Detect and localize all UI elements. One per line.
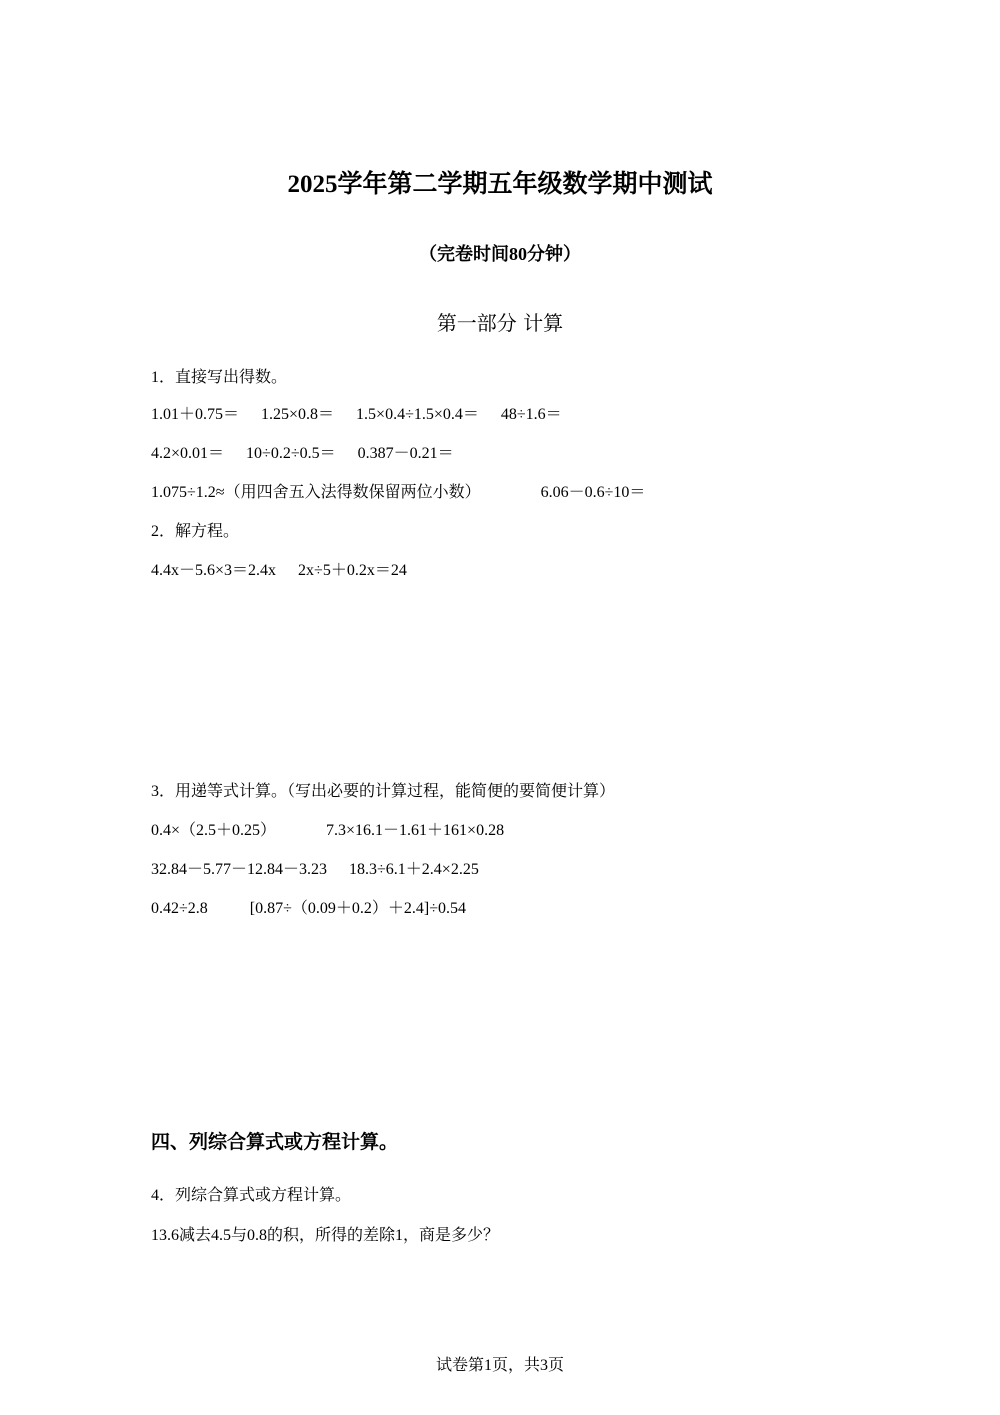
question-1-row-2 (151, 446, 454, 462)
question-2-label: 2．解方程。 (151, 523, 240, 540)
question-2-row-1 (151, 563, 407, 579)
expression: 0.387－0.21＝ (357, 445, 454, 462)
question-4-text: 13.6减去4.5与0.8的积，所得的差除1，商是多少？ (151, 1227, 500, 1244)
expression: 48÷1.6＝ (500, 406, 562, 423)
question-1-label: 1．直接写出得数。 (151, 369, 288, 386)
question-1-row-3 (151, 485, 645, 501)
expression: 1.075÷1.2≈（用四舍五入法得数保留两位小数） (151, 484, 481, 501)
expression: 10÷0.2÷0.5＝ (246, 445, 336, 462)
expression: 1.01＋0.75＝ (151, 406, 240, 423)
part-heading: 第一部分 计算 (436, 311, 564, 335)
expression: 7.3×16.1－1.61＋161×0.28 (326, 822, 505, 839)
expression: 6.06－0.6÷10＝ (540, 484, 646, 501)
expression: 0.4×（2.5＋0.25） (151, 822, 277, 839)
page-footer: 试卷第1页，共3页 (435, 1357, 564, 1374)
page-title: 2025学年第二学期五年级数学期中测试 (287, 171, 713, 198)
expression: 1.5×0.4÷1.5×0.4＝ (356, 406, 479, 423)
expression: 32.84－5.77－12.84－3.23 (151, 861, 328, 878)
expression: [0.87÷（0.09＋0.2）＋2.4]÷0.54 (249, 900, 467, 917)
question-3-row-1 (151, 823, 504, 839)
equation: 4.4x－5.6×3＝2.4x (151, 562, 277, 579)
equation: 2x÷5＋0.2x＝24 (298, 562, 407, 579)
expression: 0.42÷2.8 (151, 900, 208, 917)
expression: 18.3÷6.1＋2.4×2.25 (349, 861, 479, 878)
question-3-row-2 (151, 862, 479, 878)
question-1-row-1 (151, 407, 562, 423)
expression: 4.2×0.01＝ (151, 445, 225, 462)
section-4-heading: 四、列综合算式或方程计算。 (151, 1131, 399, 1153)
question-4-label: 4．列综合算式或方程计算。 (151, 1187, 352, 1204)
exam-duration: （完卷时间80分钟） (419, 244, 581, 264)
question-3-label: 3．用递等式计算。（写出必要的计算过程，能简便的要简便计算） (151, 783, 616, 800)
expression: 1.25×0.8＝ (261, 406, 335, 423)
question-3-row-3 (151, 901, 466, 917)
